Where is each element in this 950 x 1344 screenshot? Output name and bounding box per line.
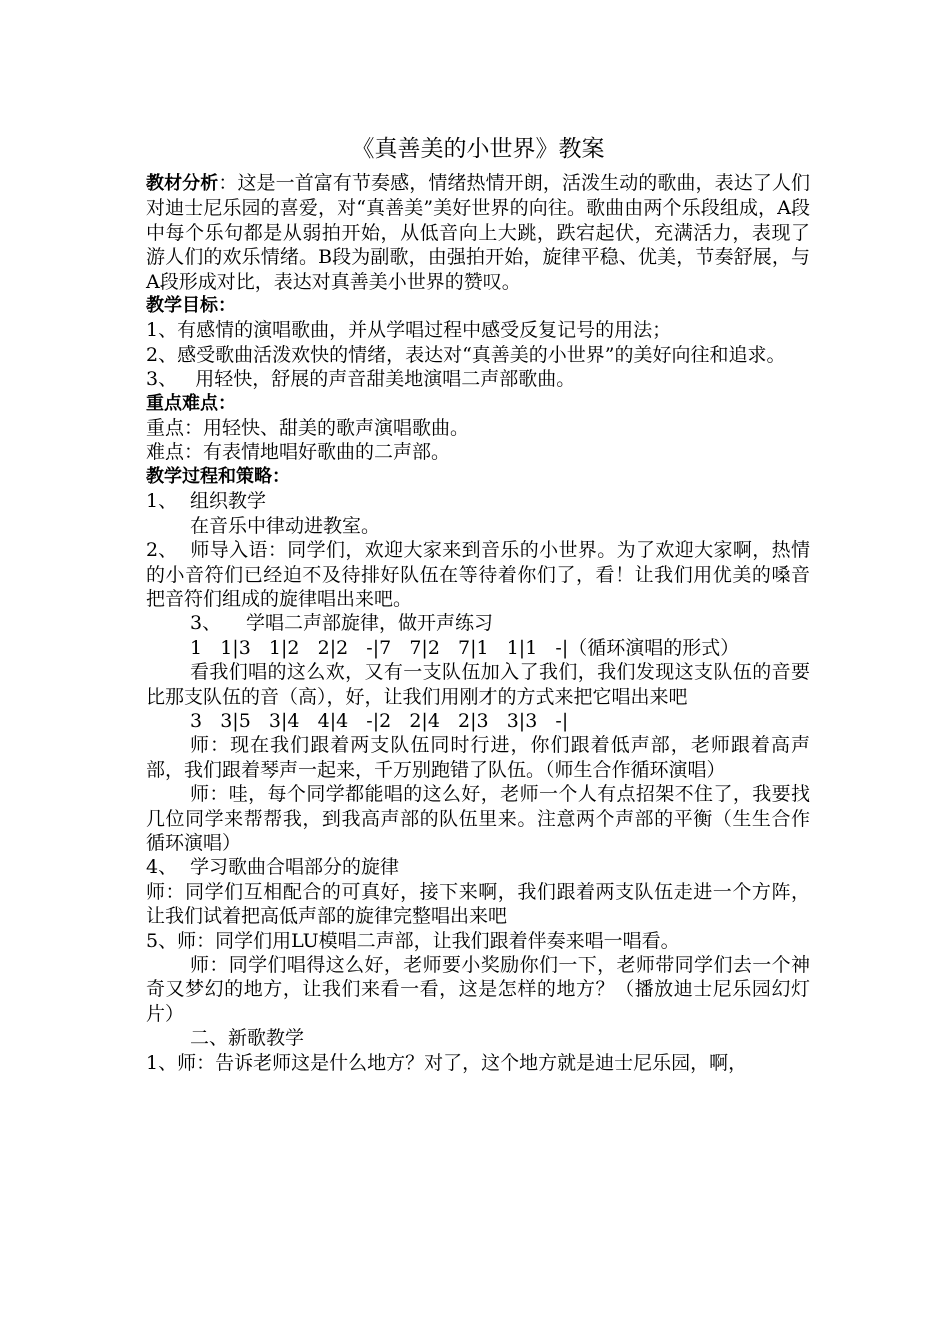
goal-item-2: 2、感受歌曲活泼欢快的情绪，表达对“真善美的小世界”的美好向往和追求。 [146, 343, 786, 366]
step4-text: 师：同学们互相配合的可真好，接下来啊，我们跟着两支队伍走进一个方阵，让我们试着把高低声部的旋律完整唱出来吧 [146, 880, 810, 928]
step1-number: 1、 [146, 490, 178, 513]
document-page [146, 133, 810, 1075]
goals-heading: 教学目标： [146, 295, 236, 317]
notes-line-1-tail: （循环演唱的形式） [568, 636, 740, 659]
keypoints-heading: 重点难点： [146, 392, 236, 414]
notes-line-2 [146, 709, 810, 733]
keypoint-item-2: 难点：有表情地唱好歌曲的二声部。 [146, 441, 451, 464]
step4-number: 4、 [146, 856, 178, 879]
step3-title-line [146, 611, 810, 635]
step3-title: 学唱二声部旋律，做开声练习 [246, 612, 494, 635]
goal-item-3: 3、 用轻快，舒展的声音甜美地演唱二声部歌曲。 [146, 368, 576, 391]
step4-title: 学习歌曲合唱部分的旋律 [190, 856, 400, 879]
step3-paragraph-1: 看我们唱的这么欢，又有一支队伍加入了我们，我们发现这支队伍的音要比那支队伍的音（高），好，让我们用刚才的方式来把它唱出来吧 [146, 661, 810, 708]
analysis-paragraph [146, 171, 810, 294]
goal-item-1: 1、有感情的演唱歌曲，并从学唱过程中感受反复记号的用法； [146, 319, 672, 342]
step5-text: 5、师：同学们用LU模唱二声部，让我们跟着伴奏来唱一唱看。 [146, 929, 680, 952]
notes-sequence-2: 3 3|5 3|4 4|4 -|2 2|4 2|3 3|3 -| [190, 709, 569, 732]
document-title: 《真善美的小世界》教案 [351, 136, 605, 162]
step2-text: 师导入语：同学们，欢迎大家来到音乐的小世界。为了欢迎大家啊，热情的小音符们已经迫不及待排好队伍在等待着你们了，看！让我们用优美的嗓音把音符们组成的旋律唱出来吧。 [146, 539, 810, 610]
step3-paragraph-3: 师：哇，每个同学都能唱的这么好，老师一个人有点招架不住了，我要找几位同学来帮帮我，到我高声部的队伍里来。注意两个声部的平衡（生生合作循环演唱） [146, 783, 810, 854]
step1-title: 组织教学 [190, 490, 267, 513]
process-heading: 教学过程和策略： [146, 465, 290, 487]
keypoint-item-1: 重点：用轻快、甜美的歌声演唱歌曲。 [146, 417, 470, 440]
step3-number: 3、 [190, 612, 222, 635]
notes-sequence-1: 1 1|3 1|2 2|2 -|7 7|2 7|1 1|1 -| [190, 636, 569, 659]
step4-title-line [146, 855, 810, 879]
step1-title-line [146, 489, 810, 513]
section2-title: 二、新歌教学 [190, 1027, 305, 1050]
analysis-label: 教材分析 [146, 173, 219, 194]
step2-paragraph [146, 538, 810, 611]
analysis-text: ：这是一首富有节奏感，情绪热情开朗，活泼生动的歌曲，表达了人们对迪士尼乐园的喜爱，对“真善美”美好世界的向往。歌曲由两个乐段组成，A段中每个乐句都是从弱拍开始，从低音向上大跳，跌宕起伏，充满活力，表现了游人们的欢乐情绪。B段为副歌，由强拍开始，旋律平稳、优美，节奏舒展，与A段形成对比，表达对真善美小世界的赞叹。 [146, 172, 810, 293]
step2-number: 2、 [146, 539, 178, 562]
step3-paragraph-2: 师：现在我们跟着两支队伍同时行进，你们跟着低声部，老师跟着高声部，我们跟着琴声一起来，千万别跑错了队伍。（师生合作循环演唱） [146, 734, 810, 781]
step1-text: 在音乐中律动进教室。 [190, 514, 381, 537]
section2-text: 1、师：告诉老师这是什么地方？对了，这个地方就是迪士尼乐园，啊， [146, 1051, 748, 1074]
notes-line-1 [146, 636, 810, 660]
step5-paragraph: 师：同学们唱得这么好，老师要小奖励你们一下，老师带同学们去一个神奇又梦幻的地方，让我们来看一看，这是怎样的地方？（播放迪士尼乐园幻灯片） [146, 954, 810, 1025]
